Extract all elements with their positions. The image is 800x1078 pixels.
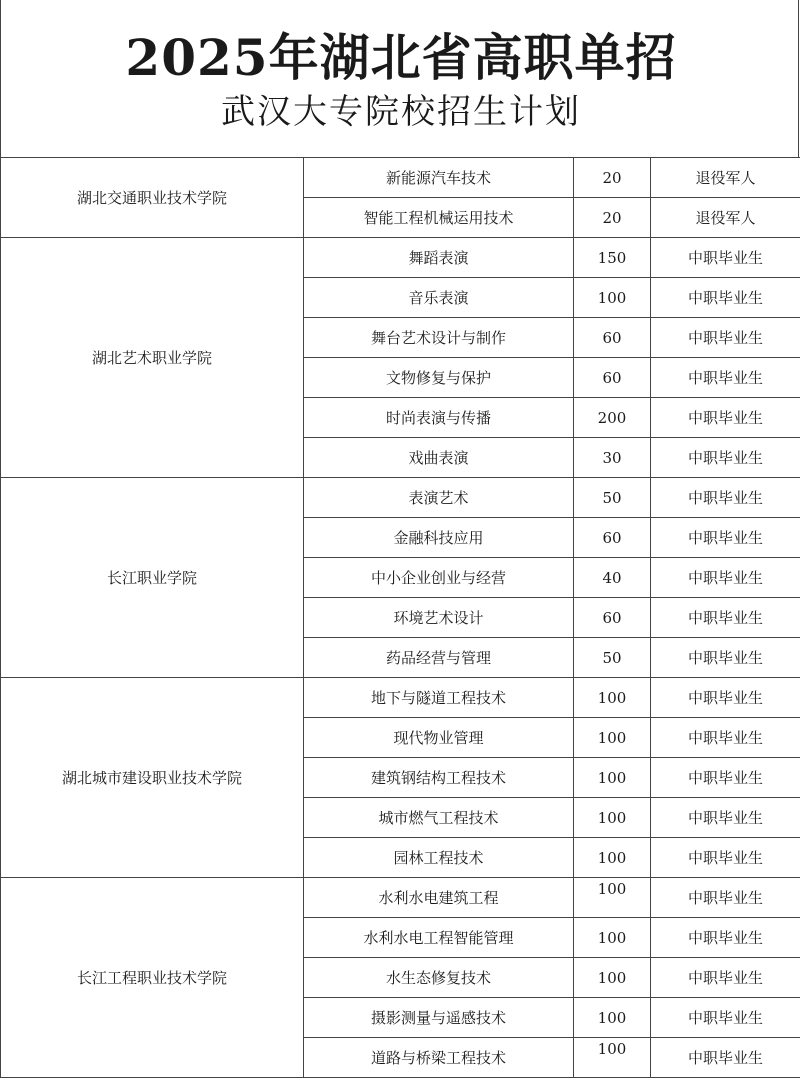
school-name: 长江职业学院 bbox=[1, 478, 304, 678]
enrollment-count: 100 bbox=[574, 998, 651, 1038]
table-row bbox=[1, 158, 800, 198]
major-name: 药品经营与管理 bbox=[304, 638, 574, 678]
school-name: 湖北交通职业技术学院 bbox=[1, 158, 304, 238]
document-header bbox=[0, 0, 799, 157]
enrollment-count: 50 bbox=[574, 478, 651, 518]
major-name: 舞台艺术设计与制作 bbox=[304, 318, 574, 358]
enrollment-count: 40 bbox=[574, 558, 651, 598]
target-group: 中职毕业生 bbox=[651, 518, 800, 558]
table-row bbox=[1, 878, 800, 918]
target-group: 中职毕业生 bbox=[651, 838, 800, 878]
enrollment-count: 60 bbox=[574, 518, 651, 558]
major-name: 水利水电工程智能管理 bbox=[304, 918, 574, 958]
enrollment-count: 100 bbox=[574, 958, 651, 998]
school-name: 湖北艺术职业学院 bbox=[1, 238, 304, 478]
enrollment-count: 20 bbox=[574, 198, 651, 238]
target-group: 中职毕业生 bbox=[651, 758, 800, 798]
table-row bbox=[1, 238, 800, 278]
major-name: 中小企业创业与经营 bbox=[304, 558, 574, 598]
enrollment-count: 100 bbox=[574, 678, 651, 718]
major-name: 时尚表演与传播 bbox=[304, 398, 574, 438]
school-name: 长江工程职业技术学院 bbox=[1, 878, 304, 1078]
target-group: 退役军人 bbox=[651, 198, 800, 238]
target-group: 中职毕业生 bbox=[651, 718, 800, 758]
target-group: 中职毕业生 bbox=[651, 398, 800, 438]
school-name: 湖北城市建设职业技术学院 bbox=[1, 678, 304, 878]
target-group: 中职毕业生 bbox=[651, 558, 800, 598]
enrollment-count: 30 bbox=[574, 438, 651, 478]
enrollment-count: 60 bbox=[574, 318, 651, 358]
major-name: 城市燃气工程技术 bbox=[304, 798, 574, 838]
major-name: 水生态修复技术 bbox=[304, 958, 574, 998]
major-name: 水利水电建筑工程 bbox=[304, 878, 574, 918]
major-name: 智能工程机械运用技术 bbox=[304, 198, 574, 238]
major-name: 舞蹈表演 bbox=[304, 238, 574, 278]
major-name: 环境艺术设计 bbox=[304, 598, 574, 638]
page-subtitle: 武汉大专院校招生计划 bbox=[1, 90, 800, 134]
major-name: 金融科技应用 bbox=[304, 518, 574, 558]
enrollment-count: 100 bbox=[574, 718, 651, 758]
enrollment-count: 200 bbox=[574, 398, 651, 438]
target-group: 中职毕业生 bbox=[651, 1038, 800, 1078]
enrollment-count: 20 bbox=[574, 158, 651, 198]
table-row bbox=[1, 678, 800, 718]
enrollment-plan-table bbox=[0, 157, 800, 1078]
enrollment-count: 100 bbox=[574, 798, 651, 838]
enrollment-count: 100 bbox=[574, 1038, 651, 1078]
table-row bbox=[1, 478, 800, 518]
enrollment-count: 150 bbox=[574, 238, 651, 278]
target-group: 中职毕业生 bbox=[651, 918, 800, 958]
target-group: 中职毕业生 bbox=[651, 598, 800, 638]
target-group: 中职毕业生 bbox=[651, 798, 800, 838]
target-group: 中职毕业生 bbox=[651, 238, 800, 278]
major-name: 摄影测量与遥感技术 bbox=[304, 998, 574, 1038]
target-group: 中职毕业生 bbox=[651, 318, 800, 358]
target-group: 中职毕业生 bbox=[651, 998, 800, 1038]
enrollment-count: 100 bbox=[574, 838, 651, 878]
enrollment-count: 100 bbox=[574, 758, 651, 798]
target-group: 中职毕业生 bbox=[651, 958, 800, 998]
enrollment-count: 100 bbox=[574, 918, 651, 958]
page-title: 2025年湖北省高职单招 bbox=[1, 28, 800, 88]
major-name: 道路与桥梁工程技术 bbox=[304, 1038, 574, 1078]
major-name: 戏曲表演 bbox=[304, 438, 574, 478]
target-group: 中职毕业生 bbox=[651, 638, 800, 678]
major-name: 新能源汽车技术 bbox=[304, 158, 574, 198]
enrollment-count: 60 bbox=[574, 358, 651, 398]
target-group: 中职毕业生 bbox=[651, 358, 800, 398]
major-name: 表演艺术 bbox=[304, 478, 574, 518]
enrollment-count: 50 bbox=[574, 638, 651, 678]
enrollment-count: 60 bbox=[574, 598, 651, 638]
target-group: 中职毕业生 bbox=[651, 878, 800, 918]
major-name: 园林工程技术 bbox=[304, 838, 574, 878]
target-group: 中职毕业生 bbox=[651, 478, 800, 518]
target-group: 中职毕业生 bbox=[651, 678, 800, 718]
enrollment-count: 100 bbox=[574, 878, 651, 918]
major-name: 地下与隧道工程技术 bbox=[304, 678, 574, 718]
major-name: 文物修复与保护 bbox=[304, 358, 574, 398]
enrollment-count: 100 bbox=[574, 278, 651, 318]
target-group: 中职毕业生 bbox=[651, 278, 800, 318]
major-name: 音乐表演 bbox=[304, 278, 574, 318]
major-name: 现代物业管理 bbox=[304, 718, 574, 758]
target-group: 中职毕业生 bbox=[651, 438, 800, 478]
major-name: 建筑钢结构工程技术 bbox=[304, 758, 574, 798]
target-group: 退役军人 bbox=[651, 158, 800, 198]
